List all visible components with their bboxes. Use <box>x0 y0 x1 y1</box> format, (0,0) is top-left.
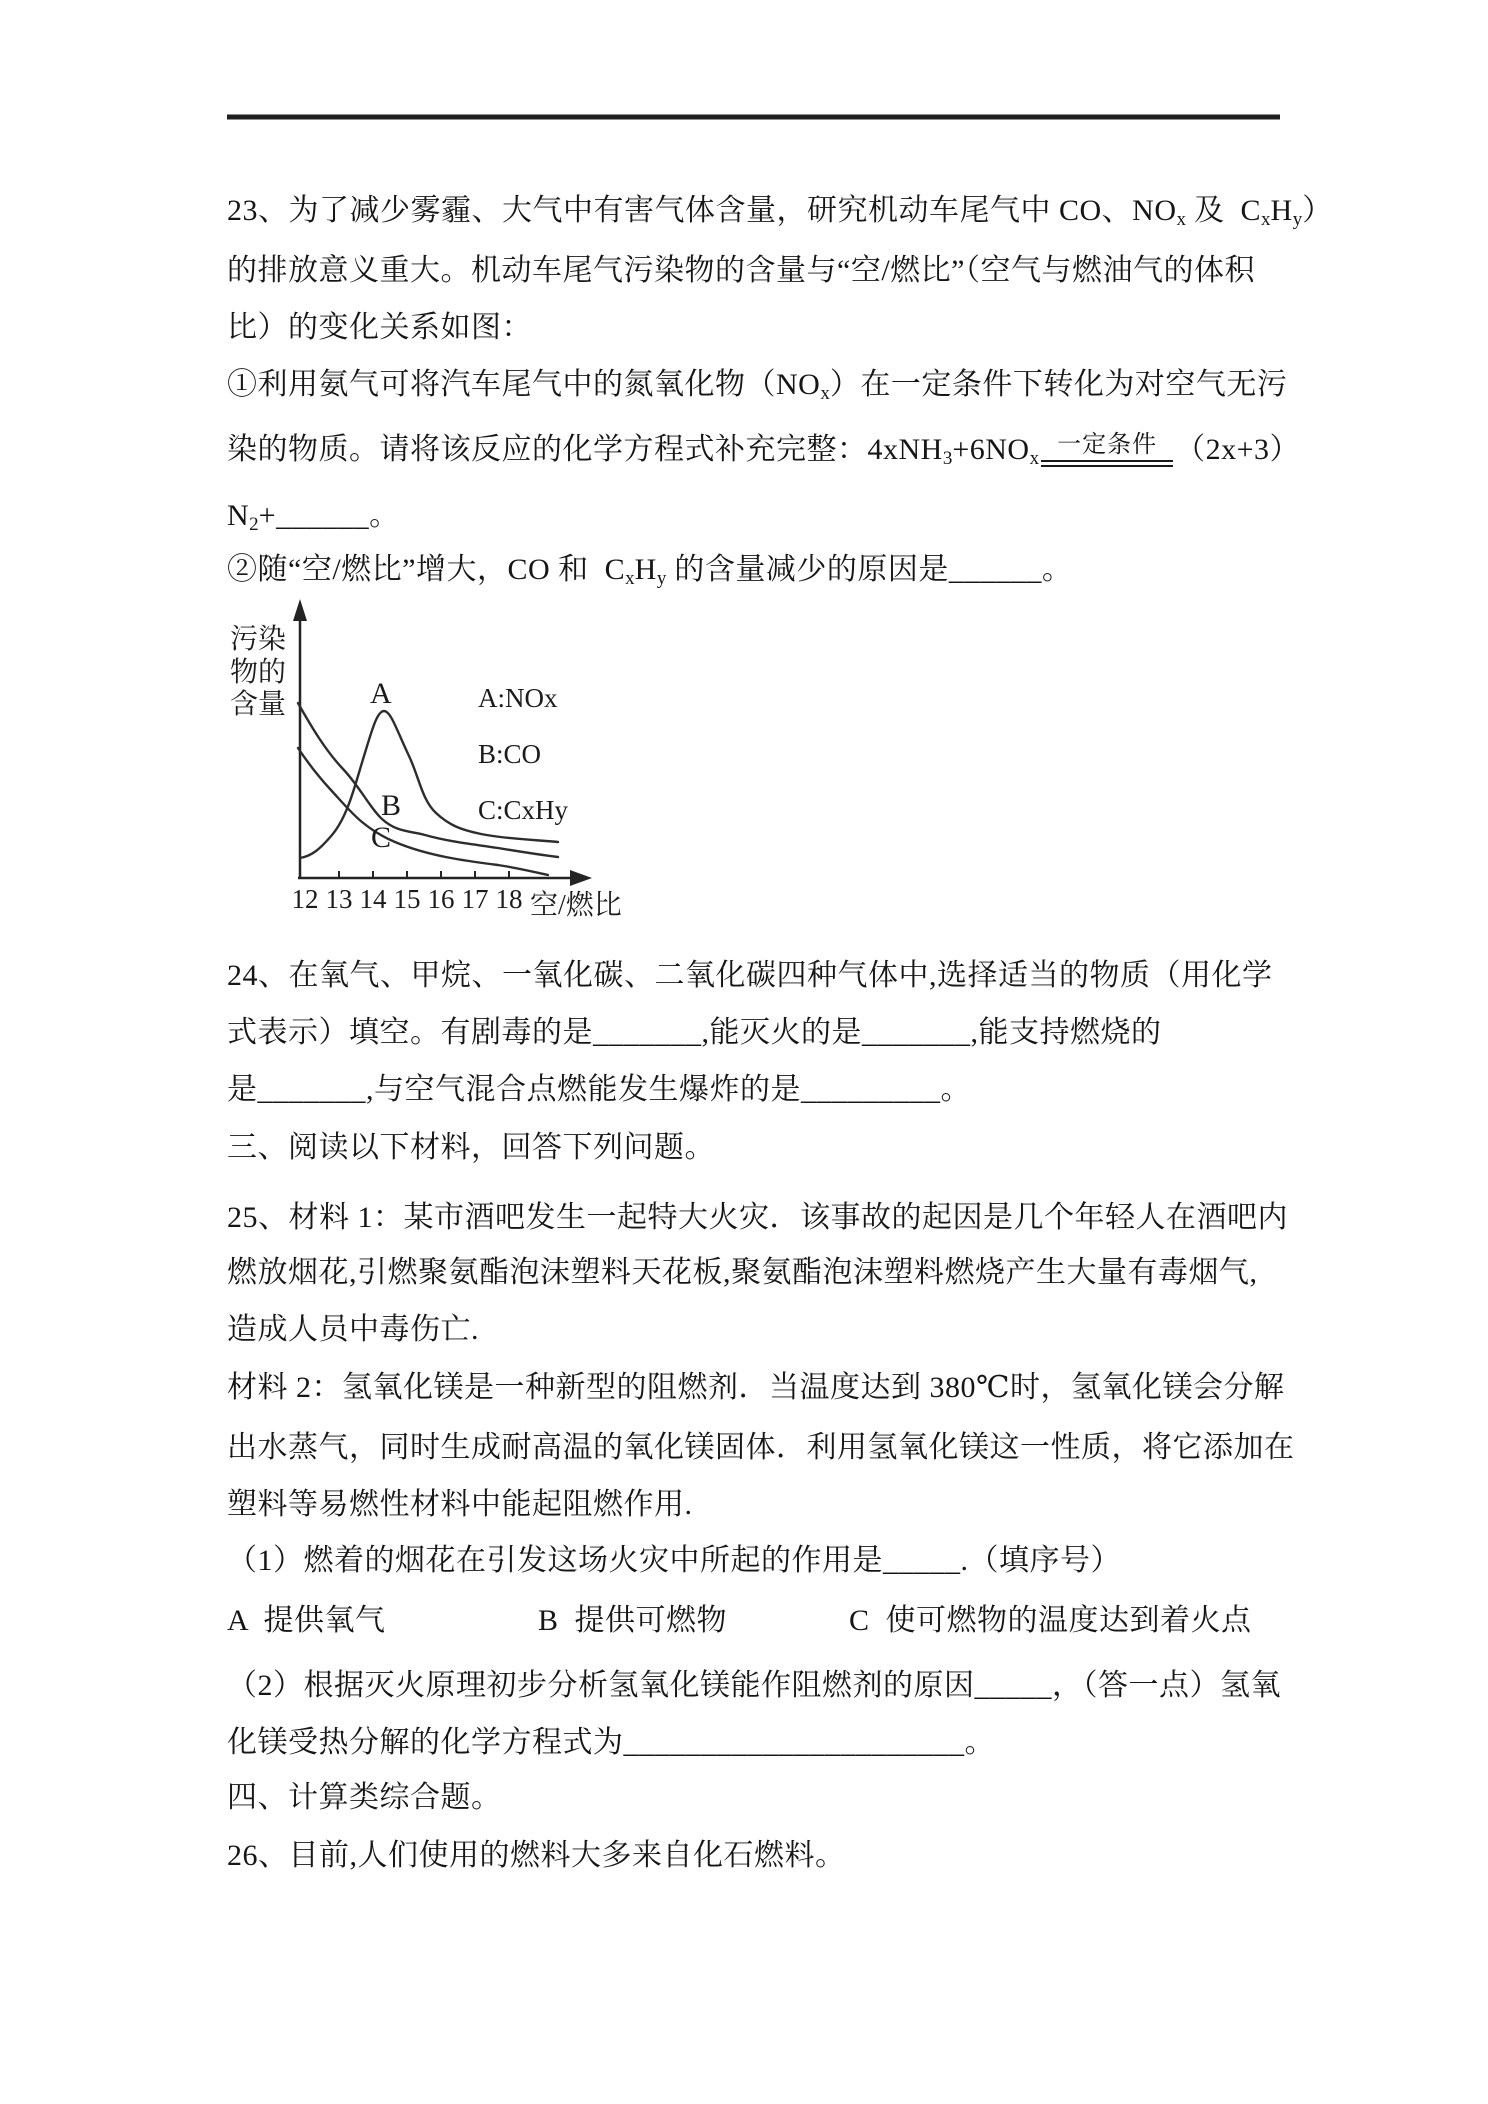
x-tick-label-17: 17 <box>461 884 489 914</box>
text-segment: 的含量减少的原因是______。 <box>666 553 1073 586</box>
text-segment: A 提供氧气 B 提供可燃物 C 使可燃物的温度达到着火点 <box>227 1604 1252 1637</box>
text-segment: 式表示）填空。有剧毒的是_______,能灭火的是_______,能支持燃烧的 <box>227 1016 1162 1049</box>
text-segment: 塑料等易燃性材料中能起阻燃作用. <box>227 1488 693 1521</box>
header-divider-line <box>227 114 1280 120</box>
x-tick-label-12: 12 <box>291 884 319 914</box>
text-segment: 四、计算类综合题。 <box>227 1781 502 1814</box>
y-axis-arrow-icon <box>293 599 307 621</box>
text-segment: 化镁受热分解的化学方程式为______________________。 <box>227 1726 995 1759</box>
y-axis-label-line2: 物的 <box>230 657 287 688</box>
text-segment: 比）的变化关系如图： <box>227 311 532 344</box>
q25-part2-line-2 <box>227 1725 995 1761</box>
text-segment: 25、材料 1：某市酒吧发生一起特大火灾．该事故的起因是几个年轻人在酒吧内 <box>227 1201 1288 1234</box>
text-segment: （2）根据灭火原理初步分析氢氧化镁能作阻燃剂的原因_____，（答一点）氢氧 <box>227 1669 1281 1702</box>
subscript: y <box>656 568 667 589</box>
text-segment: 的排放意义重大。机动车尾气污染物的含量与“空/燃比”（空气与燃油气的体积 <box>227 254 1255 287</box>
q25-material2-line-2 <box>227 1430 1295 1466</box>
x-tick-label-13: 13 <box>325 884 353 914</box>
text-segment: 三、阅读以下材料，回答下列问题。 <box>227 1131 715 1164</box>
text-segment: 造成人员中毒伤亡. <box>227 1313 479 1346</box>
q25-material1-line-2 <box>227 1255 1258 1291</box>
text-segment: 燃放烟花,引燃聚氨酯泡沫塑料天花板,聚氨酯泡沫塑料燃烧产生大量有毒烟气, <box>227 1256 1258 1289</box>
subscript: x <box>1029 448 1040 469</box>
section-4-header <box>227 1780 502 1816</box>
q26-line-1 <box>227 1838 846 1874</box>
text-segment: ②随“空/燃比”增大，CO 和 C <box>227 553 626 586</box>
curve-label-c: C <box>371 821 392 854</box>
text-segment: 及 C <box>1186 194 1262 227</box>
x-tick-label-18: 18 <box>495 884 523 914</box>
pollutant-vs-air-fuel-ratio-chart <box>200 595 680 940</box>
q23-line-3 <box>227 310 532 346</box>
subscript: x <box>820 383 830 404</box>
text-segment: +______。 <box>258 499 400 532</box>
y-axis-label-line1: 污染 <box>230 624 287 655</box>
reaction-condition-over-equals: 一定条件 <box>1041 432 1173 467</box>
q25-part1-line <box>227 1543 1121 1579</box>
x-axis-arrow-icon <box>570 870 592 886</box>
text-segment: （2x+3） <box>1175 433 1301 466</box>
subscript: x <box>625 568 635 589</box>
text-segment: 24、在氧气、甲烷、一氧化碳、二氧化碳四种气体中,选择适当的物质（用化学 <box>227 959 1273 992</box>
x-tick-label-14: 14 <box>359 884 387 914</box>
q24-line-3 <box>227 1072 971 1108</box>
subscript: x <box>1176 209 1187 230</box>
text-segment: +6NO <box>952 433 1030 466</box>
q23-sub1-formula <box>227 432 1300 477</box>
q25-part1-options <box>227 1603 1252 1639</box>
text-segment: H <box>1270 194 1293 227</box>
q23-sub1-line-1 <box>227 367 1287 412</box>
y-axis-label-line3: 含量 <box>230 689 287 720</box>
subscript: y <box>1292 209 1303 230</box>
q23-sub1-formula-2 <box>227 498 400 543</box>
q23-sub2-line <box>227 552 1072 597</box>
subscript: 2 <box>249 514 259 535</box>
q25-material2-line-3 <box>227 1487 693 1523</box>
q24-line-2 <box>227 1015 1162 1051</box>
text-segment: （1）燃着的烟花在引发这场火灾中所起的作用是_____.（填序号） <box>227 1544 1121 1577</box>
text-segment: 是_______,与空气混合点燃能发生爆炸的是_________。 <box>227 1073 971 1106</box>
x-tick-label-16: 16 <box>427 884 455 914</box>
x-tick-label-15: 15 <box>393 884 421 914</box>
q25-material2-line-1 <box>227 1370 1285 1406</box>
x-axis-label: 空/燃比 <box>530 890 622 921</box>
text-segment: 出水蒸气，同时生成耐高温的氧化镁固体．利用氢氧化镁这一性质，将它添加在 <box>227 1431 1295 1464</box>
text-segment: 26、目前,人们使用的燃料大多来自化石燃料。 <box>227 1839 846 1872</box>
text-segment: H <box>634 553 657 586</box>
text-segment: 23、为了减少雾霾、大气中有害气体含量，研究机动车尾气中 CO、NO <box>227 194 1177 227</box>
curve-label-a: A <box>370 677 392 710</box>
text-segment: ）在一定条件下转化为对空气无污 <box>829 368 1288 401</box>
text-segment: N <box>227 499 250 532</box>
q25-material1-line-3 <box>227 1312 479 1348</box>
subscript: x <box>1261 209 1271 230</box>
curve-label-b: B <box>381 789 402 822</box>
text-segment: ） <box>1302 194 1333 227</box>
section-3-header <box>227 1130 715 1166</box>
q23-line-1 <box>227 193 1333 238</box>
curve-b-co <box>298 703 558 857</box>
q25-material1-line-1 <box>227 1200 1288 1236</box>
subscript: 3 <box>942 448 953 469</box>
text-segment: 染的物质。请将该反应的化学方程式补充完整：4xNH <box>227 433 943 466</box>
text-segment: 材料 2：氢氧化镁是一种新型的阻燃剂．当温度达到 380℃时，氢氧化镁会分解 <box>227 1371 1285 1404</box>
legend-entry-c: C:CxHy <box>478 795 569 825</box>
q25-part2-line-1 <box>227 1668 1281 1704</box>
text-segment: ①利用氨气可将汽车尾气中的氮氧化物（NO <box>227 368 821 401</box>
legend-entry-a: A:NOx <box>478 683 558 713</box>
legend-entry-b: B:CO <box>478 739 542 769</box>
q24-line-1 <box>227 958 1273 994</box>
q23-line-2 <box>227 253 1255 289</box>
